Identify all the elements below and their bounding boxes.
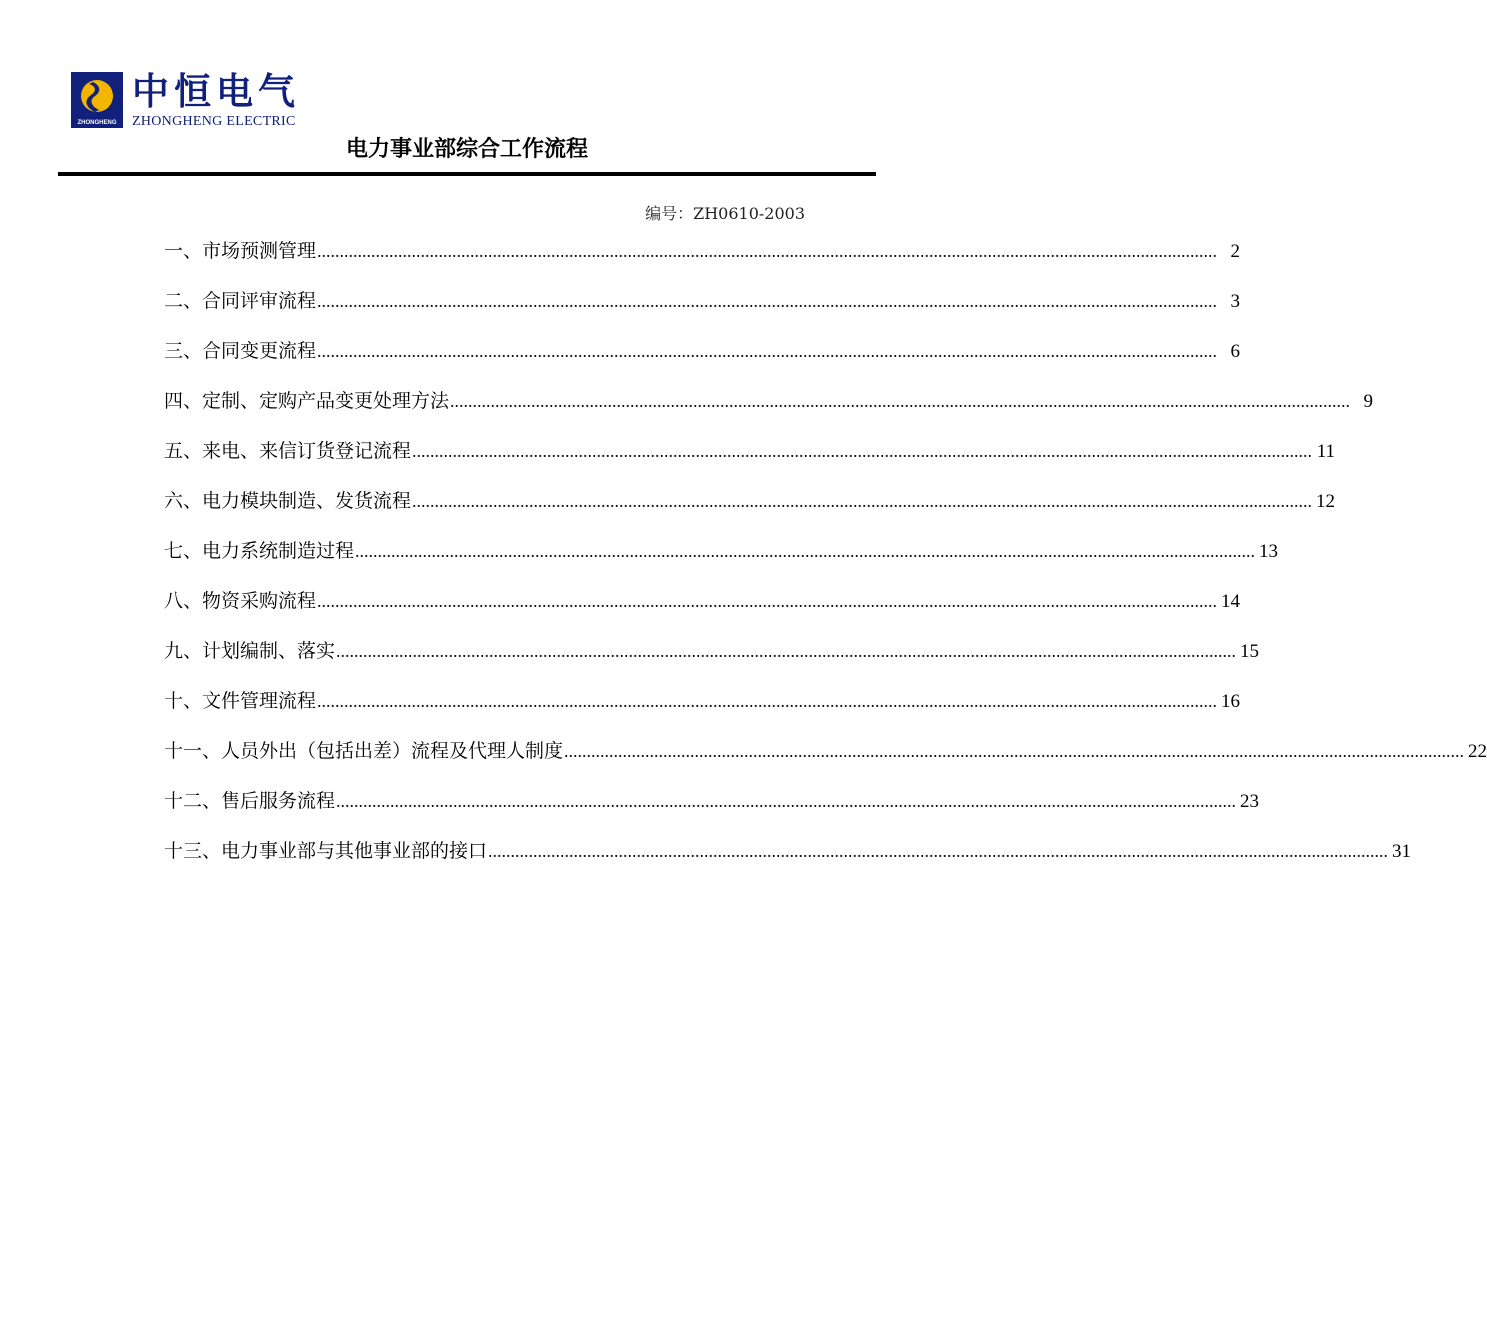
toc-entry-label: 十、文件管理流程 bbox=[164, 690, 317, 712]
toc-entry-label: 五、来电、来信订货登记流程 bbox=[164, 440, 412, 462]
toc-entry-label: 三、合同变更流程 bbox=[164, 340, 317, 362]
toc-dot-leader: ........................................................................................................................................................................................................ bbox=[317, 591, 1218, 611]
company-name-cn: 中恒电气 bbox=[132, 70, 300, 113]
zhongheng-logo-mark-icon bbox=[71, 72, 123, 128]
toc-entry[interactable] bbox=[164, 786, 1260, 836]
toc-entry-page: 6 bbox=[1230, 341, 1241, 362]
toc-dot-leader: ........................................................................................................................................................................................................ bbox=[336, 791, 1237, 811]
toc-dot-leader: ........................................................................................................................................................................................................ bbox=[355, 541, 1256, 561]
toc-entry-label: 九、计划编制、落实 bbox=[164, 640, 336, 662]
toc-entry-page: 3 bbox=[1230, 291, 1241, 312]
toc-entry-label: 八、物资采购流程 bbox=[164, 590, 317, 612]
toc-entry[interactable] bbox=[164, 736, 1487, 786]
toc-dot-leader: ........................................................................................................................................................................................................ bbox=[317, 291, 1218, 311]
toc-entry-label: 十一、人员外出（包括出差）流程及代理人制度 bbox=[164, 740, 564, 762]
header-divider bbox=[58, 172, 876, 176]
toc-dot-leader: ........................................................................................................................................................................................................ bbox=[450, 391, 1351, 411]
toc-dot-leader: ........................................................................................................................................................................................................ bbox=[317, 691, 1218, 711]
toc-entry-page: 14 bbox=[1221, 591, 1241, 612]
logo-mark-text: ZHONGHENG bbox=[77, 120, 117, 126]
toc-entry[interactable] bbox=[164, 836, 1412, 886]
toc-entry-label: 十三、电力事业部与其他事业部的接口 bbox=[164, 840, 488, 862]
toc-entry-page: 31 bbox=[1392, 841, 1412, 862]
toc-entry[interactable] bbox=[164, 436, 1336, 486]
toc-entry[interactable] bbox=[164, 636, 1260, 686]
toc-dot-leader: ........................................................................................................................................................................................................ bbox=[336, 641, 1237, 661]
logo-wordmark bbox=[132, 72, 300, 130]
toc-entry-page: 22 bbox=[1468, 741, 1487, 762]
toc-dot-leader: ........................................................................................................................................................................................................ bbox=[488, 841, 1389, 861]
toc-entry-page: 16 bbox=[1221, 691, 1241, 712]
toc-entry-label: 六、电力模块制造、发货流程 bbox=[164, 490, 412, 512]
toc-entry[interactable] bbox=[164, 586, 1241, 636]
document-number: 编号：ZH0610-2003 bbox=[645, 204, 805, 223]
company-name-en: ZHONGHENG ELECTRIC bbox=[132, 114, 296, 129]
toc-entry-label: 四、定制、定购产品变更处理方法 bbox=[164, 390, 450, 412]
toc-entry-page: 15 bbox=[1240, 641, 1260, 662]
company-logo bbox=[71, 72, 300, 130]
toc-entry[interactable] bbox=[164, 336, 1241, 386]
table-of-contents bbox=[164, 236, 1487, 886]
toc-dot-leader: ........................................................................................................................................................................................................ bbox=[412, 491, 1313, 511]
page-title: 电力事业部综合工作流程 bbox=[345, 137, 588, 162]
toc-entry[interactable] bbox=[164, 686, 1241, 736]
toc-entry[interactable] bbox=[164, 486, 1336, 536]
toc-entry-label: 七、电力系统制造过程 bbox=[164, 540, 355, 562]
toc-entry-label: 一、市场预测管理 bbox=[164, 240, 317, 262]
toc-entry-page: 9 bbox=[1363, 391, 1374, 412]
toc-entry-page: 23 bbox=[1240, 791, 1260, 812]
toc-dot-leader: ........................................................................................................................................................................................................ bbox=[317, 241, 1218, 261]
toc-dot-leader: ........................................................................................................................................................................................................ bbox=[412, 441, 1313, 461]
toc-entry-label: 二、合同评审流程 bbox=[164, 290, 317, 312]
page-header bbox=[58, 68, 876, 178]
toc-entry-page: 12 bbox=[1316, 491, 1336, 512]
toc-entry-page: 13 bbox=[1259, 541, 1279, 562]
toc-entry-page: 2 bbox=[1230, 241, 1241, 262]
toc-entry[interactable] bbox=[164, 536, 1279, 586]
toc-entry-label: 十二、售后服务流程 bbox=[164, 790, 336, 812]
toc-entry[interactable] bbox=[164, 286, 1241, 336]
toc-entry[interactable] bbox=[164, 386, 1374, 436]
toc-dot-leader: ........................................................................................................................................................................................................ bbox=[564, 741, 1465, 761]
toc-entry[interactable] bbox=[164, 236, 1241, 286]
toc-dot-leader: ........................................................................................................................................................................................................ bbox=[317, 341, 1218, 361]
toc-entry-page: 11 bbox=[1316, 441, 1336, 462]
